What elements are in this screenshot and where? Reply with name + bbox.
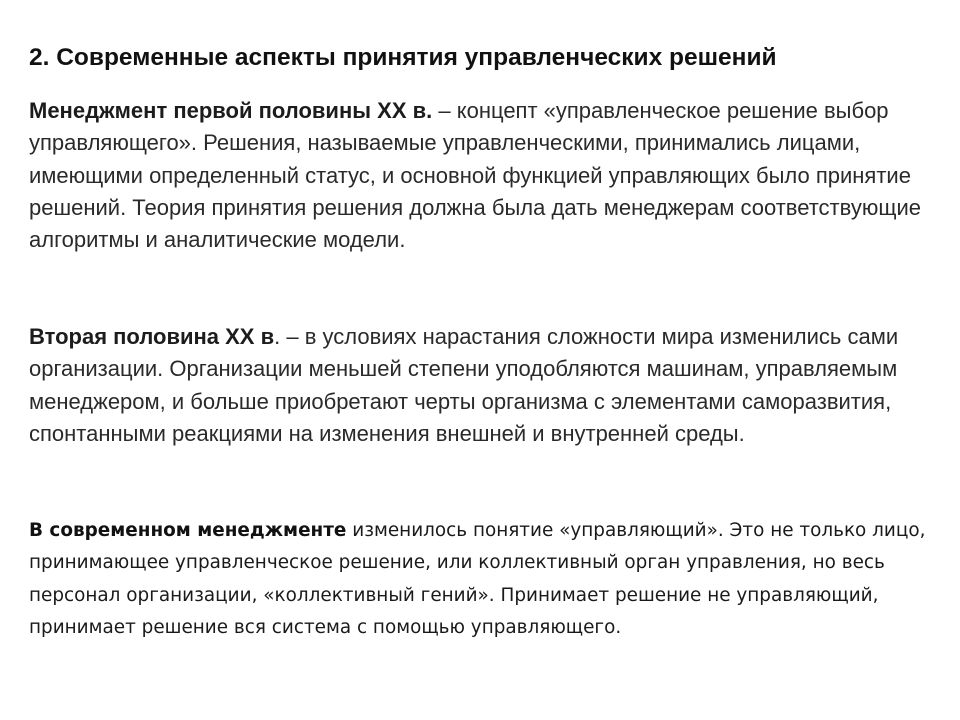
paragraph-modern-management bbox=[29, 515, 934, 644]
paragraph-lead: В современном менеджменте bbox=[29, 520, 347, 541]
paragraph-body: . – в условиях нарастания сложности мира изменились сами организации. Организации меньшей степени уподобляются машинам, управляемым менеджером, и больше приобретают черты организма с элементами саморазвития, спонтанными реакциями на изменения внешней и внутренней среды. bbox=[29, 324, 899, 446]
paragraph-body: – концепт «управленческое решение выбор управляющего». Решения, называемые управленческими, принимались лицами, имеющими определенный статус, и основной функцией управляющих было принятие решений. Теория принятия решения должна была дать менеджерам соответствующие алгоритмы и аналитические модели. bbox=[29, 98, 921, 253]
paragraph-lead: Вторая половина XX в bbox=[29, 324, 275, 349]
paragraph-second-half-20th-century bbox=[29, 321, 934, 450]
slide-title: 2. Современные аспекты принятия управленческих решений bbox=[29, 44, 777, 71]
paragraph-lead: Менеджмент первой половины XX в. bbox=[29, 98, 433, 123]
paragraph-body: изменилось понятие «управляющий». Это не только лицо, принимающее управленческое решение, или коллективный орган управления, но весь персонал организации, «коллективный гений». Принимает решение не управляющий, принимает решение вся система с помощью управляющего. bbox=[29, 520, 926, 638]
paragraph-first-half-20th-century bbox=[29, 95, 934, 256]
